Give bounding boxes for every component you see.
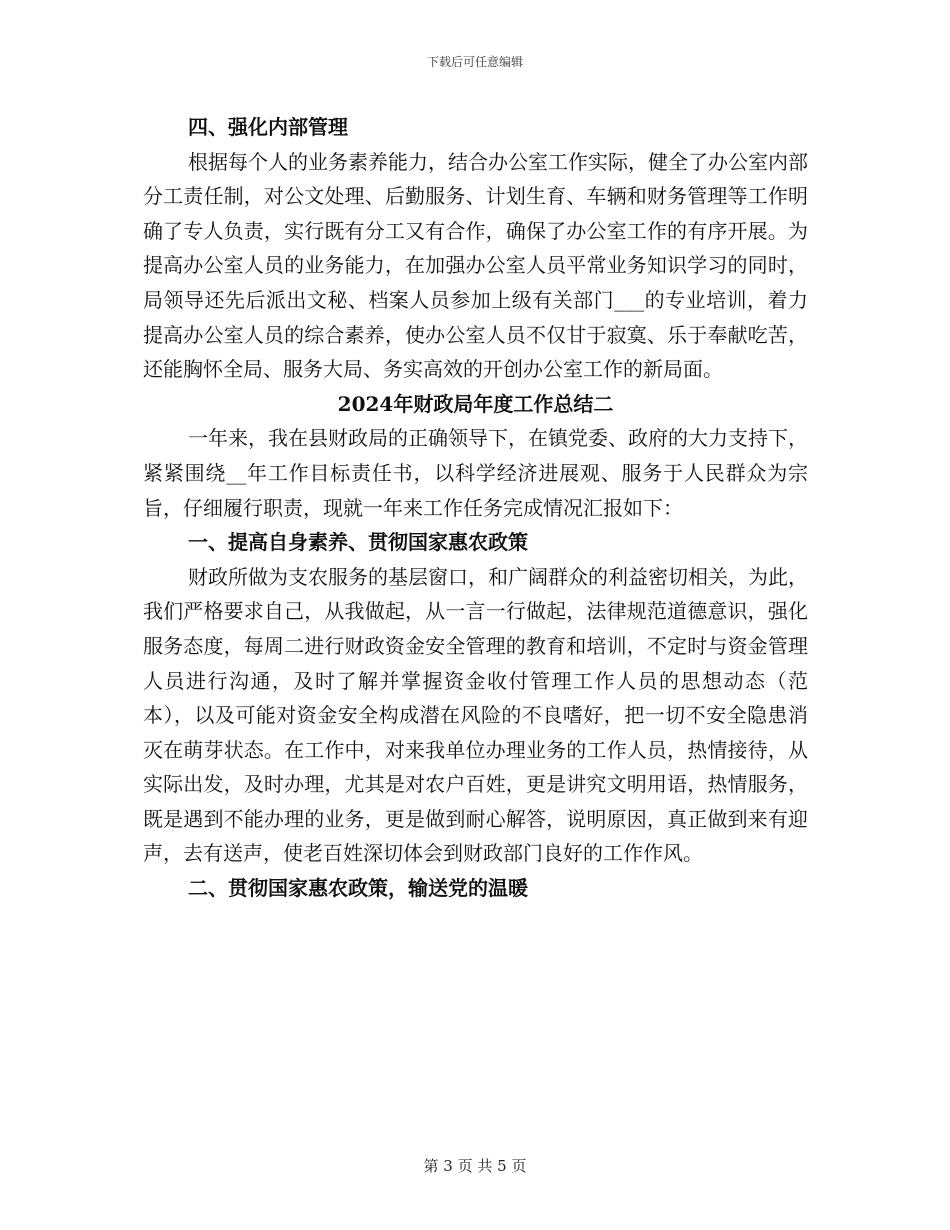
page-number: 第 3 页 共 5 页	[423, 1157, 527, 1175]
document-title: 2024年财政局年度工作总结二	[337, 391, 614, 416]
document-body	[143, 110, 808, 906]
section-paragraph-1: 财政所做为支农服务的基层窗口，和广阔群众的利益密切相关，为此，我们严格要求自己，从我做起，从一言一行做起，法律规范道德意识，强化服务态度，每周二进行财政资金安全管理的教育和培训，不定时与资金管理人员进行沟通，及时了解并掌握资金收付管理工作人员的思想动态（范本），以及可能对资金安全构成潜在风险的不良嗜好，把一切不安全隐患消灭在萌芽状态。在工作中，对来我单位办理业务的工作人员，热情接待，从实际出发，及时办理，尤其是对农户百姓，更是讲究文明用语，热情服务，既是遇到不能办理的业务，更是做到耐心解答，说明原因，真正做到来有迎声，去有送声，使老百姓深切体会到财政部门良好的工作作风。	[143, 564, 808, 866]
page-header: 下载后可任意编辑	[426, 55, 523, 69]
section-heading-4: 四、强化内部管理	[188, 115, 348, 139]
section-heading-1: 一、提高自身素养、贯彻国家惠农政策	[188, 530, 528, 555]
section-paragraph-4: 根据每个人的业务素养能力，结合办公室工作实际，健全了办公室内部分工责任制，对公文处理、后勤服务、计划生育、车辆和财务管理等工作明确了专人负责，实行既有分工又有合作，确保了办公室工作的有序开展。为提高办公室人员的业务能力，在加强办公室人员平常业务知识学习的同时，局领导还先后派出文秘、档案人员参加上级有关部门___的专业培训，着力提高办公室人员的综合素养，使办公室人员不仅甘于寂寞、乐于奉献吃苦，还能胸怀全局、服务大局、务实高效的开创办公室工作的新局面。	[143, 149, 808, 382]
intro-paragraph: 一年来，我在县财政局的正确领导下，在镇党委、政府的大力支持下，紧紧围绕__年工作目标责任书，以科学经济进展观、服务于人民群众为宗旨，仔细履行职责，现就一年来工作任务完成情况汇报如下：	[143, 426, 808, 520]
section-heading-2: 二、贯彻国家惠农政策，输送党的温暖	[188, 876, 528, 901]
